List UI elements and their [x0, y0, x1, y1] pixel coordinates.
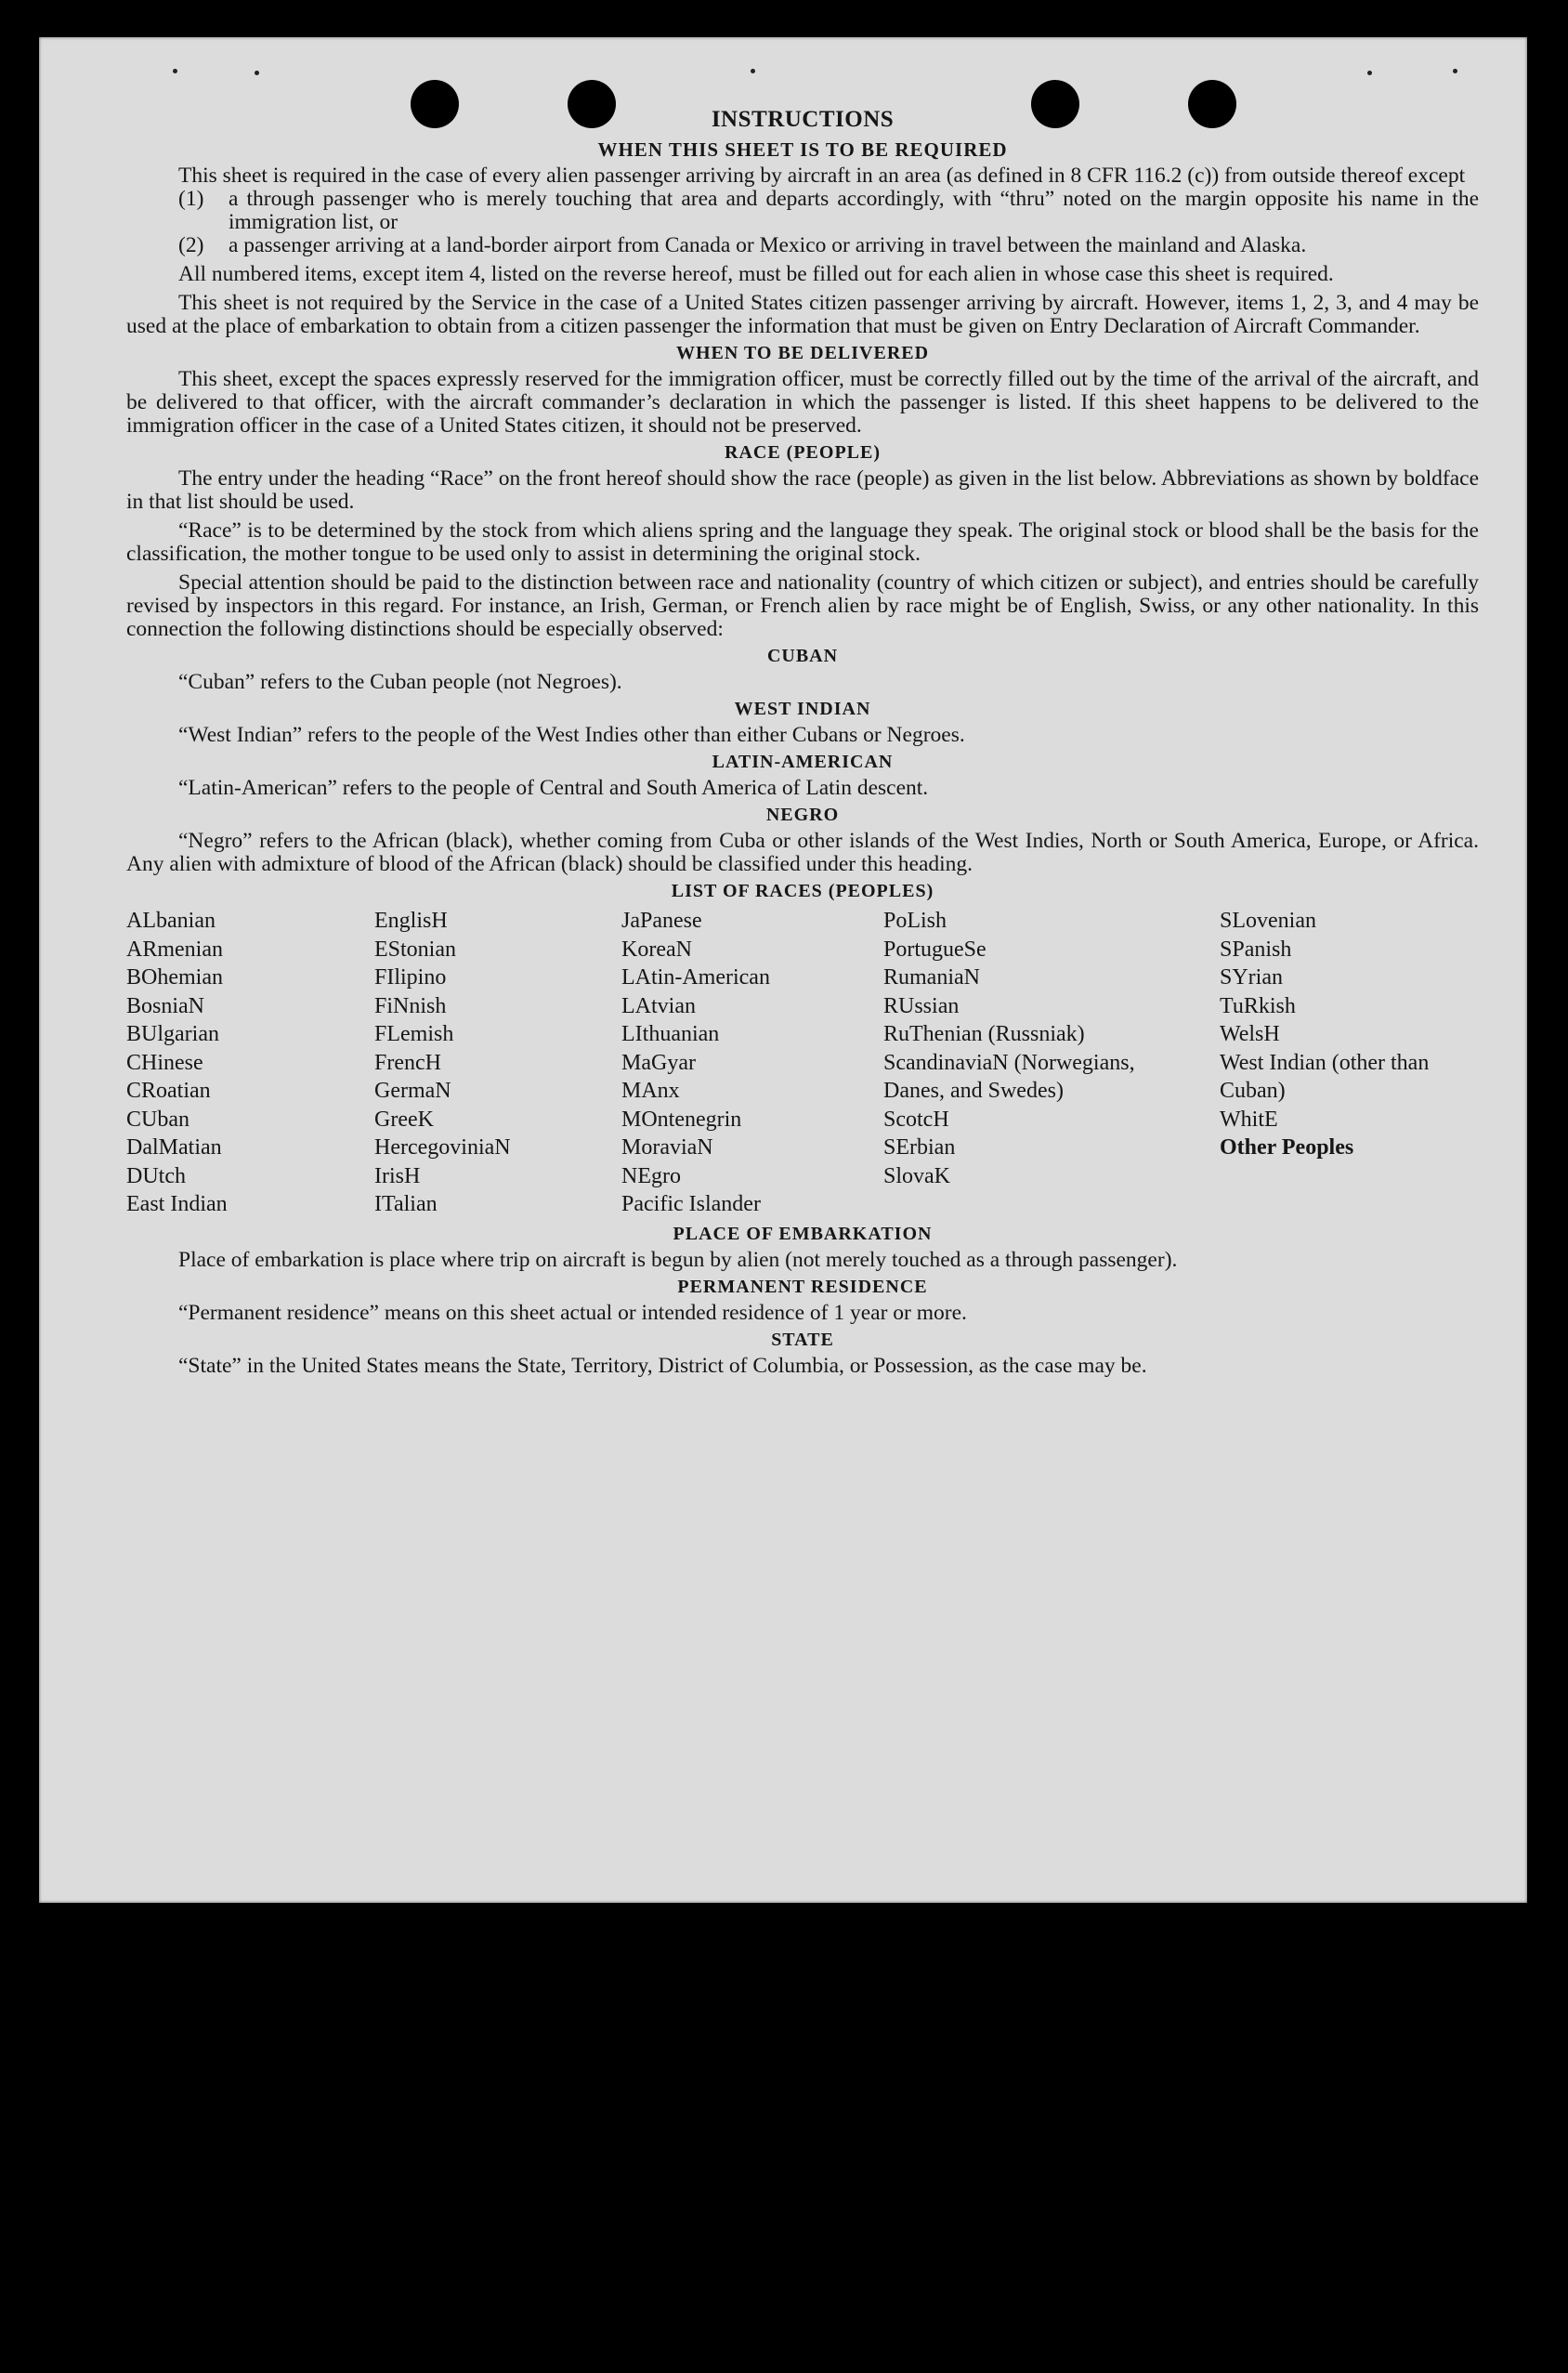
race-entry: BOhemian: [126, 965, 223, 990]
race-entry: East Indian: [126, 1192, 228, 1216]
race-entry: MAnx: [621, 1079, 680, 1103]
paragraph: The entry under the heading “Race” on the front hereof should show the race (people) as given in the list below. Abbreviations as shown by boldface in that list should be used.: [126, 466, 1479, 514]
heading-list-of-races: LIST OF RACES (PEOPLES): [671, 881, 934, 901]
race-entry: PortugueSe: [883, 937, 987, 962]
race-entry: HercegoviniaN: [374, 1135, 511, 1160]
item-number: (2): [178, 233, 204, 257]
race-entry: SErbian: [883, 1135, 956, 1160]
race-entry: EStonian: [374, 937, 456, 962]
race-entry: JaPanese: [621, 909, 702, 933]
race-entry: GermaN: [374, 1079, 451, 1103]
races-column: [374, 907, 621, 1219]
race-entry: SLovenian: [1220, 909, 1316, 933]
race-entry: WhitE: [1220, 1107, 1278, 1132]
race-entry: FrencH: [374, 1050, 441, 1075]
heading-cuban: CUBAN: [766, 646, 839, 666]
race-entry: BosniaN: [126, 993, 204, 1018]
race-entry: ITalian: [374, 1192, 438, 1216]
paragraph: “Permanent residence” means on this sheet actual or intended residence of 1 year or more.: [178, 1300, 967, 1325]
paragraph: This sheet, except the spaces expressly reserved for the immigration officer, must be correctly filled out by the time of the arrival of the aircraft, and be delivered to that officer, with the aircraft commander’s declaration in which the passenger is listed. If this sheet happens to be delivered to the immigration officer in the case of a United States citizen, it should not be preserved.: [126, 367, 1479, 438]
races-list: [126, 907, 1479, 1219]
race-entry: NEgro: [621, 1163, 681, 1188]
race-entry: DalMatian: [126, 1135, 222, 1160]
race-entry: ScandinaviaN (Norwegians, Danes, and Swedes): [883, 1050, 1135, 1103]
race-entry: SPanish: [1220, 937, 1292, 962]
paragraph: All numbered items, except item 4, listed on the reverse hereof, must be filled out for each alien in whose case this sheet is required.: [178, 262, 1334, 286]
races-column: [883, 907, 1220, 1219]
race-entry: SYrian: [1220, 965, 1283, 990]
race-entry: EnglisH: [374, 909, 448, 933]
heading-permanent-residence: PERMANENT RESIDENCE: [677, 1276, 928, 1297]
race-entry: LAtvian: [621, 993, 696, 1018]
paragraph: “Cuban” refers to the Cuban people (not Negroes).: [178, 670, 622, 694]
races-column: [621, 907, 883, 1219]
paragraph: This sheet is not required by the Service in the case of a United States citizen passenger arriving by aircraft. However, items 1, 2, 3, and 4 may be used at the place of embarkation to obtain from a citizen passenger the information that must be given on Entry Declaration of Aircraft Commander.: [126, 291, 1479, 338]
paragraph: “State” in the United States means the State, Territory, District of Columbia, or Possession, as the case may be.: [178, 1353, 1147, 1378]
race-entry: MaGyar: [621, 1050, 696, 1075]
item-text: a passenger arriving at a land-border airport from Canada or Mexico or arriving in travel between the mainland and Alaska.: [229, 233, 1307, 257]
exception-item: [178, 188, 1479, 234]
race-entry: PoLish: [883, 909, 947, 933]
speck: [1453, 69, 1457, 73]
item-text: a through passenger who is merely touching that area and departs accordingly, with “thru” noted on the margin opposite his name in the immigration list, or: [229, 187, 1479, 234]
race-entry: TuRkish: [1220, 993, 1296, 1018]
page-title: INSTRUCTIONS: [711, 107, 895, 132]
race-entry: RuThenian (Russniak): [883, 1022, 1085, 1046]
heading-state: STATE: [771, 1329, 834, 1350]
speck: [173, 69, 177, 73]
race-entry: FiNnish: [374, 993, 447, 1018]
race-entry: MoraviaN: [621, 1135, 713, 1160]
heading-latin-american: LATIN-AMERICAN: [712, 752, 894, 772]
race-entry: Pacific Islander: [621, 1192, 761, 1216]
race-entry: LIthuanian: [621, 1022, 720, 1046]
heading-west-indian: WEST INDIAN: [734, 699, 871, 719]
race-entry: ScotcH: [883, 1107, 949, 1132]
race-entry: IrisH: [374, 1163, 421, 1188]
heading-race: RACE (PEOPLE): [725, 442, 881, 463]
heading-negro: NEGRO: [765, 805, 840, 825]
race-entry: West Indian (other than Cuban): [1220, 1050, 1430, 1103]
speck: [751, 69, 755, 73]
race-entry: BUlgarian: [126, 1022, 219, 1046]
item-number: (1): [178, 187, 204, 211]
heading-when-delivered: WHEN TO BE DELIVERED: [675, 343, 930, 363]
paragraph: “Race” is to be determined by the stock from which aliens spring and the language they speak. The original stock or blood shall be the basis for the classification, the mother tongue to be used only to assist in determining the original stock.: [126, 518, 1479, 566]
race-entry: DUtch: [126, 1163, 186, 1188]
paragraph: “West Indian” refers to the people of the West Indies other than either Cubans or Negroes.: [178, 723, 965, 747]
race-entry: WelsH: [1220, 1022, 1280, 1046]
races-column: [126, 907, 374, 1219]
race-entry: RumaniaN: [883, 965, 980, 990]
heading-place-of-embarkation: PLACE OF EMBARKATION: [673, 1223, 933, 1244]
paragraph: Special attention should be paid to the distinction between race and nationality (country of which citizen or subject), and entries should be carefully revised by inspectors in this regard. For instance, an Irish, German, or French alien by race might be of English, Swiss, or any other nationality. In this connection the following distinctions should be especially observed:: [126, 570, 1479, 641]
exception-item: [178, 234, 1479, 257]
race-entry: Other Peoples: [1220, 1135, 1354, 1160]
race-entry: ALbanian: [126, 909, 216, 933]
race-entry: ARmenian: [126, 937, 223, 962]
race-entry: CRoatian: [126, 1079, 211, 1103]
paragraph: “Negro” refers to the African (black), whether coming from Cuba or other islands of the West Indies, North or South America, Europe, or Africa. Any alien with admixture of blood of the African (black) should be classified under this heading.: [126, 829, 1479, 876]
heading-when-required: WHEN THIS SHEET IS TO BE REQUIRED: [597, 138, 1008, 161]
race-entry: FIlipino: [374, 965, 447, 990]
race-entry: LAtin-American: [621, 965, 770, 990]
race-entry: CHinese: [126, 1050, 203, 1075]
race-entry: FLemish: [374, 1022, 454, 1046]
instructions-content: [126, 105, 1479, 1378]
race-entry: CUban: [126, 1107, 189, 1132]
race-entry: MOntenegrin: [621, 1107, 742, 1132]
document-sheet: [39, 37, 1527, 1903]
speck: [1367, 71, 1372, 75]
paragraph: “Latin-American” refers to the people of Central and South America of Latin descent.: [178, 776, 929, 800]
race-entry: SlovaK: [883, 1163, 950, 1188]
speck: [255, 71, 259, 75]
race-entry: GreeK: [374, 1107, 434, 1132]
race-entry: KoreaN: [621, 937, 692, 962]
paragraph: Place of embarkation is place where trip on aircraft is begun by alien (not merely touched as a through passenger).: [178, 1247, 1178, 1272]
race-entry: RUssian: [883, 993, 960, 1018]
races-column: [1220, 907, 1479, 1219]
paragraph: This sheet is required in the case of every alien passenger arriving by aircraft in an area (as defined in 8 CFR 116.2 (c)) from outside thereof except: [178, 164, 1466, 188]
